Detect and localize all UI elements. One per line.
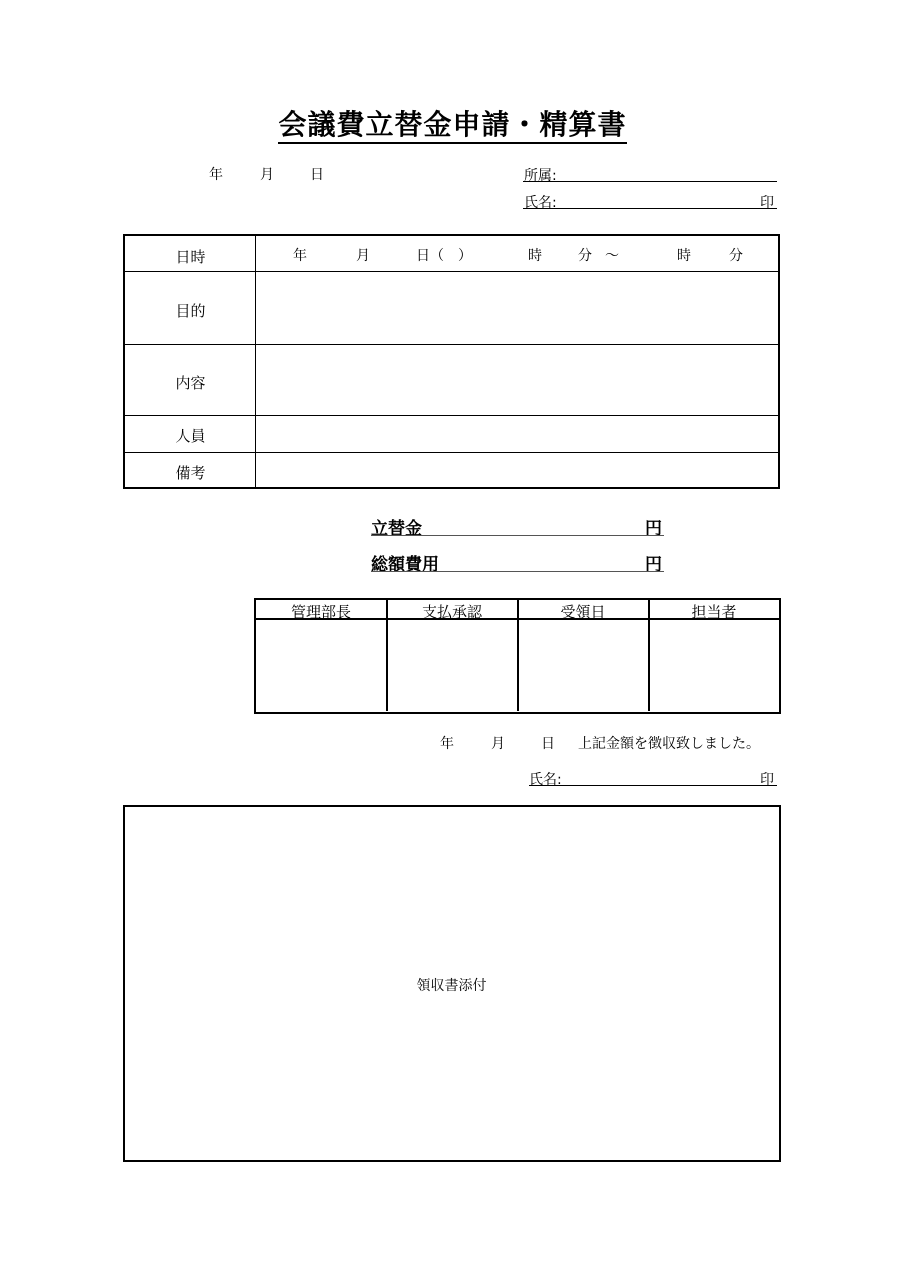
datetime-year: 年 (293, 248, 307, 264)
approval-header-person-in-charge: 担当者 (691, 603, 737, 621)
row-label-remarks: 備考 (175, 464, 206, 482)
approval-header-receipt-date: 受領日 (560, 603, 606, 621)
header-day: 日 (310, 167, 324, 183)
attendees-field[interactable] (257, 417, 776, 451)
confirmation-month: 月 (491, 736, 505, 752)
meeting-details-table (123, 234, 780, 489)
affiliation-underline (523, 181, 777, 182)
approval-stamp-cell[interactable] (389, 621, 515, 709)
total-cost-currency: 円 (645, 555, 662, 575)
name-underline (523, 208, 777, 209)
confirmation-name-label: 氏名: (529, 772, 562, 788)
approval-stamp-cell[interactable] (651, 621, 777, 709)
receipt-attachment-box[interactable] (123, 805, 781, 1162)
approval-header-payment-approval: 支払承認 (421, 603, 482, 621)
row-divider (125, 271, 778, 272)
advance-amount-label: 立替金 (371, 519, 422, 539)
receipt-attachment-label: 領収書添付 (416, 978, 487, 994)
datetime-range-tilde: 〜 (605, 248, 619, 264)
affiliation-label: 所属: (524, 168, 557, 184)
content-field[interactable] (257, 346, 776, 414)
confirmation-name-underline (529, 785, 777, 786)
row-divider (125, 344, 778, 345)
advance-amount-underline (371, 535, 664, 536)
purpose-field[interactable] (257, 273, 776, 343)
advance-amount-currency: 円 (645, 519, 662, 539)
confirmation-statement: 上記金額を徴収致しました。 (578, 736, 760, 752)
datetime-end-minute: 分 (729, 248, 743, 264)
confirmation-year: 年 (440, 736, 454, 752)
label-column-divider (255, 236, 256, 487)
row-label-content: 内容 (175, 374, 206, 392)
datetime-month: 月 (356, 248, 370, 264)
approval-stamp-cell[interactable] (258, 621, 384, 709)
datetime-end-hour: 時 (677, 248, 691, 264)
seal-mark: 印 (760, 195, 774, 211)
row-label-purpose: 目的 (175, 302, 206, 320)
total-cost-underline (371, 571, 664, 572)
datetime-day-weekday: 日（ ） (416, 248, 472, 264)
datetime-start-hour: 時 (528, 248, 542, 264)
row-divider (125, 415, 778, 416)
row-divider (125, 452, 778, 453)
header-year: 年 (209, 167, 223, 183)
approval-header-manager: 管理部長 (290, 603, 351, 621)
confirmation-seal-mark: 印 (760, 772, 774, 788)
approval-stamp-cell[interactable] (520, 621, 646, 709)
remarks-field[interactable] (257, 454, 776, 486)
header-month: 月 (260, 167, 274, 183)
total-cost-label: 総額費用 (371, 555, 439, 575)
row-label-datetime: 日時 (175, 248, 206, 266)
name-label: 氏名: (524, 195, 557, 211)
approval-stamp-table (254, 598, 781, 714)
confirmation-day: 日 (541, 736, 555, 752)
document-title: 会議費立替金申請・精算書 (0, 103, 905, 143)
datetime-start-minute: 分 (578, 248, 592, 264)
row-label-attendees: 人員 (175, 427, 206, 445)
